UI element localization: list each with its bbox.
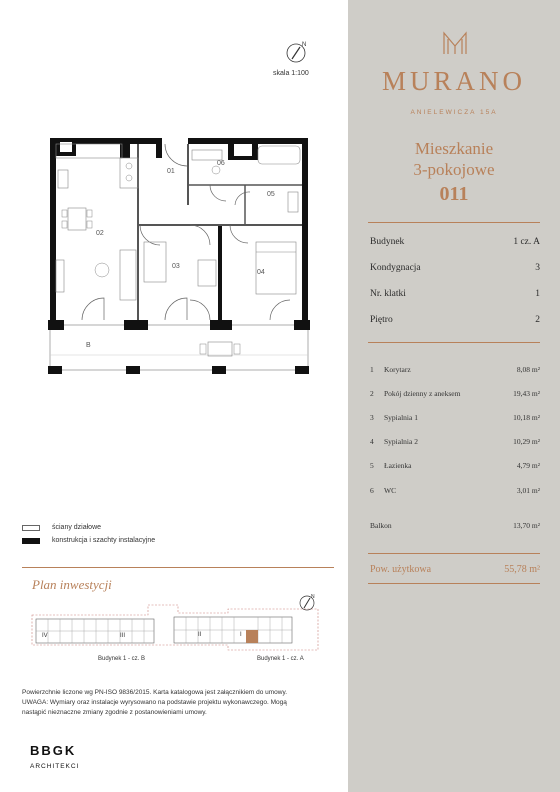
detail-row bbox=[370, 237, 540, 247]
apartment-title-1: Mieszkanie bbox=[414, 139, 494, 158]
plan-title: Plan inwestycji bbox=[32, 577, 112, 592]
site-plan bbox=[28, 595, 328, 655]
detail-value: 1 cz. A bbox=[513, 237, 540, 247]
room-label-05: 05 bbox=[267, 191, 275, 198]
detail-row bbox=[370, 315, 540, 325]
divider-usable-top bbox=[368, 553, 540, 554]
area-name: Pokój dzienny z aneksem bbox=[384, 389, 461, 398]
area-num: 4 bbox=[370, 437, 374, 446]
detail-row bbox=[370, 263, 540, 273]
room-label-balcony: B bbox=[86, 342, 91, 349]
apartment-number: 011 bbox=[439, 183, 469, 205]
architect-logo: BBGK bbox=[30, 743, 77, 758]
room-label-06: 06 bbox=[217, 160, 225, 167]
detail-label: Piętro bbox=[370, 315, 393, 325]
detail-row bbox=[370, 289, 540, 299]
svg-text:N: N bbox=[311, 594, 315, 600]
building-a-label: Budynek 1 - cz. A bbox=[257, 656, 304, 662]
legend-partition-label: ściany działowe bbox=[52, 524, 102, 531]
room-label-04: 04 bbox=[257, 269, 265, 276]
area-name: Łazienka bbox=[384, 461, 412, 470]
usable-label: Pow. użytkowa bbox=[370, 564, 432, 575]
floor-plan bbox=[40, 130, 320, 380]
detail-label: Budynek bbox=[370, 237, 405, 247]
brand-name: MURANO bbox=[381, 66, 526, 96]
area-name: WC bbox=[384, 486, 397, 495]
detail-label: Kondygnacja bbox=[370, 263, 421, 273]
room-label-03: 03 bbox=[172, 263, 180, 270]
area-num: 3 bbox=[370, 413, 374, 422]
usable-value: 55,78 m² bbox=[504, 564, 540, 575]
area-value: 10,29 m² bbox=[513, 437, 540, 446]
area-num: 1 bbox=[370, 365, 374, 374]
area-num: 5 bbox=[370, 461, 374, 470]
svg-text:N: N bbox=[302, 42, 307, 48]
area-value: 19,43 m² bbox=[513, 389, 540, 398]
plan-divider bbox=[22, 567, 334, 568]
brand-address: ANIELEWICZA 15A bbox=[410, 109, 498, 116]
room-label-01: 01 bbox=[167, 168, 175, 175]
architect-sub: ARCHITEKCI bbox=[30, 763, 80, 770]
area-value: 3,01 m² bbox=[516, 486, 540, 495]
room-label-02: 02 bbox=[96, 230, 104, 237]
area-name: Sypialnia 1 bbox=[384, 413, 418, 422]
stair-iii-label: III bbox=[120, 633, 126, 639]
area-num: 2 bbox=[370, 389, 374, 398]
area-value: 4,79 m² bbox=[516, 461, 540, 470]
divider-usable-bottom bbox=[368, 583, 540, 584]
apartment-title-2: 3-pokojowe bbox=[413, 160, 495, 179]
stair-iv-label: IV bbox=[42, 633, 48, 639]
area-name: Sypialnia 2 bbox=[384, 437, 418, 446]
stair-ii-label: II bbox=[198, 632, 202, 638]
note-line-1: Powierzchnie liczone wg PN-ISO 9836/2015. Karta katalogowa jest załącznikiem do umowy. bbox=[22, 689, 288, 696]
area-name: Korytarz bbox=[384, 365, 411, 374]
area-value: 8,08 m² bbox=[516, 365, 540, 374]
note-line-3: nastąpić nieznaczne zmiany zgodnie z postanowieniami umowy. bbox=[22, 709, 207, 716]
area-value: 10,18 m² bbox=[513, 413, 540, 422]
detail-value: 2 bbox=[535, 315, 540, 325]
legend-structure-swatch bbox=[22, 538, 40, 544]
note-line-2: UWAGA: Wymiary oraz instalacje wyrysowano na podstawie projektu wykonawczego. Mogą bbox=[22, 699, 287, 706]
plan-compass-icon bbox=[296, 592, 318, 614]
area-num: 6 bbox=[370, 486, 374, 495]
detail-label: Nr. klatki bbox=[370, 289, 406, 299]
detail-value: 1 bbox=[535, 289, 540, 299]
divider-top bbox=[368, 222, 540, 223]
murano-logo-icon bbox=[441, 30, 469, 56]
legend-structure-label: konstrukcja i szachty instalacyjne bbox=[52, 537, 156, 544]
compass-icon bbox=[283, 40, 309, 66]
stair-i-label: I bbox=[240, 632, 242, 638]
balcony-value: 13,70 m² bbox=[513, 521, 540, 530]
detail-value: 3 bbox=[535, 263, 540, 273]
scale-label: skala 1:100 bbox=[273, 70, 309, 77]
balcony-label: Balkon bbox=[370, 521, 392, 530]
divider-mid bbox=[368, 342, 540, 343]
building-b-label: Budynek 1 - cz. B bbox=[98, 656, 146, 662]
legend-partition-swatch bbox=[22, 525, 40, 531]
